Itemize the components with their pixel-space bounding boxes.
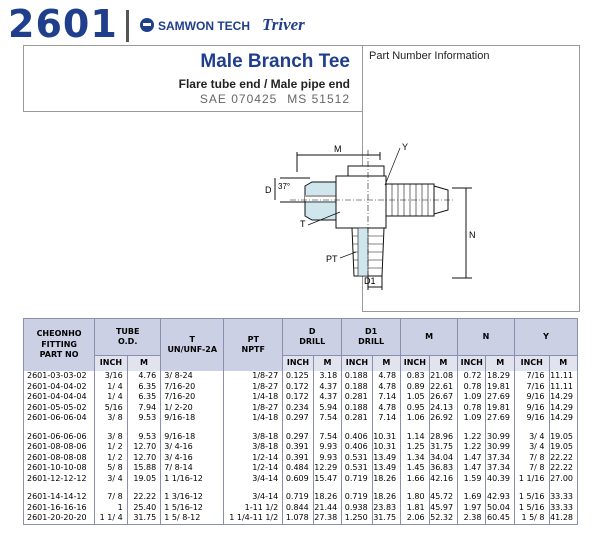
table-cell: 3/ 4-16 (161, 442, 224, 453)
col-y: Y (514, 319, 577, 356)
product-subtitle: Flare tube end / Male pipe end (178, 77, 350, 91)
table-cell: 3/ 4 (95, 474, 128, 485)
table-cell: 1.250 (342, 513, 373, 524)
dim-m-label: M (334, 144, 342, 154)
table-cell: 7/16 (514, 371, 549, 382)
table-cell: 18.26 (372, 492, 400, 503)
subcol-d1-mm: M (372, 356, 400, 372)
table-cell: 0.234 (283, 403, 314, 414)
table-cell: 9.93 (313, 442, 341, 453)
table-cell: 40.39 (486, 474, 514, 485)
dim-n-label: N (469, 230, 476, 240)
table-cell: 9/16 (514, 403, 549, 414)
table-cell: 5.94 (313, 403, 341, 414)
table-cell: 14.29 (549, 392, 578, 403)
table-cell: 26.67 (429, 392, 457, 403)
table-cell: 1/ 2 (95, 453, 128, 464)
dim-t-label: T (300, 219, 306, 229)
table-cell: 0.172 (283, 382, 314, 393)
table-cell: 2.38 (458, 513, 486, 524)
table-cell: 25.40 (127, 503, 161, 514)
table-cell: 33.33 (549, 492, 578, 503)
table-cell: 0.78 (458, 403, 486, 414)
table-cell: 7.54 (313, 413, 341, 424)
table-row (24, 503, 578, 514)
table-cell: 45.72 (429, 492, 457, 503)
table-row (24, 513, 578, 524)
table-cell: 7.94 (127, 403, 161, 414)
table-cell: 2.06 (401, 513, 429, 524)
table-cell: 7.54 (313, 432, 341, 443)
table-cell: 22.22 (549, 463, 578, 474)
dim-d-label: D (265, 185, 272, 195)
table-cell: 0.89 (401, 382, 429, 393)
table-cell: 0.938 (342, 503, 373, 514)
table-cell: 27.38 (313, 513, 341, 524)
table-cell: 31.75 (127, 513, 161, 524)
table-cell: 1.34 (401, 453, 429, 464)
table-cell: 42.93 (486, 492, 514, 503)
table-cell: 2601-03-03-02 (24, 371, 95, 382)
table-cell: 2601-04-04-02 (24, 382, 95, 393)
table-cell: 9/16-18 (161, 432, 224, 443)
table-cell: 19.05 (549, 442, 578, 453)
sae-standard: SAE 070425 (199, 92, 278, 106)
table-cell: 7/ 8-14 (161, 463, 224, 474)
table-row (24, 392, 578, 403)
table-cell: 4.37 (313, 382, 341, 393)
table-cell: 24.13 (429, 403, 457, 414)
table-cell: 2601-08-08-06 (24, 442, 95, 453)
table-cell: 1/8-27 (224, 403, 283, 414)
table-cell: 0.719 (342, 492, 373, 503)
fitting-diagram (240, 135, 480, 295)
table-cell: 3/ 8 (95, 432, 128, 443)
title-block (23, 45, 362, 112)
table-row (24, 442, 578, 453)
table-cell: 1 5/16-12 (161, 503, 224, 514)
table-row (24, 432, 578, 443)
table-cell: 1.81 (401, 503, 429, 514)
spec-table (23, 318, 578, 525)
table-row (24, 492, 578, 503)
table-cell: 1.25 (401, 442, 429, 453)
subcol-n-inch: INCH (458, 356, 486, 372)
subcol-d-mm: M (313, 356, 341, 372)
table-cell: 4.78 (372, 371, 400, 382)
table-cell: 3/ 8 (95, 413, 128, 424)
table-cell: 12.70 (127, 442, 161, 453)
table-cell: 0.281 (342, 392, 373, 403)
header-divider (126, 10, 129, 42)
table-cell: 1 5/ 8 (514, 513, 549, 524)
subcol-m-inch: INCH (401, 356, 429, 372)
table-cell: 7/16-20 (161, 392, 224, 403)
table-cell: 41.28 (549, 513, 578, 524)
table-cell: 1.47 (458, 463, 486, 474)
subcol-d1-inch: INCH (342, 356, 373, 372)
col-m: M (401, 319, 458, 356)
table-cell: 1.09 (458, 392, 486, 403)
table-cell: 9/16-18 (161, 413, 224, 424)
table-cell: 18.29 (486, 371, 514, 382)
col-d: D DRILL (283, 319, 342, 356)
table-cell: 7/ 8 (95, 492, 128, 503)
table-cell: 34.04 (429, 453, 457, 464)
table-cell: 1.05 (401, 392, 429, 403)
table-cell: 0.391 (283, 453, 314, 464)
table-cell: 4.37 (313, 392, 341, 403)
table-cell: 2601-12-12-12 (24, 474, 95, 485)
table-row (24, 453, 578, 464)
table-cell: 10.31 (372, 442, 400, 453)
table-cell: 9.93 (313, 453, 341, 464)
table-cell: 7/ 8 (514, 463, 549, 474)
angle-label: 37° (278, 182, 291, 191)
table-cell: 11.11 (549, 382, 578, 393)
table-cell: 3/ 4 (514, 432, 549, 443)
table-cell: 7.14 (372, 392, 400, 403)
table-cell: 36.83 (429, 463, 457, 474)
table-cell: 2601-08-08-08 (24, 453, 95, 464)
table-cell: 22.22 (127, 492, 161, 503)
table-cell: 2601-10-10-08 (24, 463, 95, 474)
col-d1: D1 DRILL (342, 319, 401, 356)
subcol-n-mm: M (486, 356, 514, 372)
table-cell: 1.59 (458, 474, 486, 485)
table-cell: 5/ 8 (95, 463, 128, 474)
table-cell: 1.80 (401, 492, 429, 503)
table-cell: 60.45 (486, 513, 514, 524)
table-cell: 2601-14-14-12 (24, 492, 95, 503)
table-cell: 1/4-18 (224, 413, 283, 424)
table-cell: 1/2-14 (224, 463, 283, 474)
table-cell: 1/ 2 (95, 442, 128, 453)
table-cell: 12.70 (127, 453, 161, 464)
table-cell: 2601-16-16-16 (24, 503, 95, 514)
table-cell: 11.11 (549, 371, 578, 382)
table-cell: 0.281 (342, 413, 373, 424)
table-cell: 6.35 (127, 382, 161, 393)
table-cell: 1/8-27 (224, 382, 283, 393)
table-cell: 1 (95, 503, 128, 514)
table-cell: 13.49 (372, 463, 400, 474)
table-cell: 3/4-14 (224, 474, 283, 485)
table-row (24, 463, 578, 474)
table-cell: 37.34 (486, 463, 514, 474)
col-t: T UN/UNF-2A (161, 319, 224, 372)
col-n: N (458, 319, 515, 356)
table-cell: 3/ 4-16 (161, 453, 224, 464)
standards (190, 92, 350, 106)
table-cell: 27.69 (486, 392, 514, 403)
table-cell: 0.406 (342, 432, 373, 443)
table-cell: 4.78 (372, 403, 400, 414)
table-cell: 1/ 4 (95, 382, 128, 393)
table-cell: 1/2-14 (224, 453, 283, 464)
table-cell: 1.06 (401, 413, 429, 424)
table-cell: 7.14 (372, 413, 400, 424)
table-cell: 1 1/4-11 1/2 (224, 513, 283, 524)
table-cell: 1/ 2-20 (161, 403, 224, 414)
table-cell: 13.49 (372, 453, 400, 464)
table-cell: 9.53 (127, 413, 161, 424)
col-fitting: CHEONHO FITTING PART NO (24, 319, 95, 372)
table-cell: 0.188 (342, 371, 373, 382)
table-cell: 14.29 (549, 413, 578, 424)
table-cell: 3.18 (313, 371, 341, 382)
table-cell: 0.484 (283, 463, 314, 474)
table-cell: 0.83 (401, 371, 429, 382)
part-info-label: Part Number Information (369, 50, 490, 62)
table-cell: 27.00 (549, 474, 578, 485)
table-cell: 19.05 (549, 432, 578, 443)
table-cell: 1.22 (458, 442, 486, 453)
table-cell: 15.47 (313, 474, 341, 485)
table-cell: 28.96 (429, 432, 457, 443)
col-pt: PT NPTF (224, 319, 283, 372)
table-row (24, 371, 578, 382)
group-spacer (24, 424, 578, 432)
table-cell: 1.97 (458, 503, 486, 514)
table-cell: 1-11 1/2 (224, 503, 283, 514)
table-cell: 12.29 (313, 463, 341, 474)
table-cell: 0.391 (283, 442, 314, 453)
table-cell: 0.78 (458, 382, 486, 393)
subcol-d-inch: INCH (283, 356, 314, 372)
table-cell: 22.22 (549, 453, 578, 464)
table-cell: 2601-06-06-06 (24, 432, 95, 443)
table-row (24, 403, 578, 414)
dim-pt-label: PT (326, 254, 338, 264)
samwon-mark-icon (140, 18, 154, 32)
col-tube: TUBE O.D. (95, 319, 161, 356)
table-cell: 1 3/16-12 (161, 492, 224, 503)
table-cell: 1.66 (401, 474, 429, 485)
table-cell: 1.47 (458, 453, 486, 464)
table-cell: 37.34 (486, 453, 514, 464)
table-cell: 26.92 (429, 413, 457, 424)
ms-standard: MS 51512 (287, 92, 350, 106)
table-cell: 22.61 (429, 382, 457, 393)
table-cell: 0.72 (458, 371, 486, 382)
table-cell: 0.188 (342, 382, 373, 393)
table-cell: 30.99 (486, 442, 514, 453)
table-cell: 0.297 (283, 413, 314, 424)
table-cell: 1.14 (401, 432, 429, 443)
table-cell: 1 1/ 4 (95, 513, 128, 524)
table-cell: 42.16 (429, 474, 457, 485)
table-cell: 2601-20-20-20 (24, 513, 95, 524)
table-cell: 18.26 (372, 474, 400, 485)
table-cell: 9/16 (514, 413, 549, 424)
table-row (24, 382, 578, 393)
table-cell: 15.88 (127, 463, 161, 474)
table-cell: 2601-05-05-02 (24, 403, 95, 414)
table-cell: 1.078 (283, 513, 314, 524)
model-number: 2601 (8, 2, 118, 46)
table-cell: 7/ 8 (514, 453, 549, 464)
table-cell: 9/16 (514, 392, 549, 403)
table-cell: 9.53 (127, 432, 161, 443)
table-cell: 5/16 (95, 403, 128, 414)
table-cell: 45.97 (429, 503, 457, 514)
table-cell: 3/8-18 (224, 432, 283, 443)
table-cell: 0.95 (401, 403, 429, 414)
table-cell: 1.45 (401, 463, 429, 474)
table-cell: 19.81 (486, 403, 514, 414)
table-cell: 0.609 (283, 474, 314, 485)
table-cell: 1 5/16 (514, 492, 549, 503)
table-cell: 4.78 (372, 382, 400, 393)
table-cell: 19.81 (486, 382, 514, 393)
table-cell: 3/4-14 (224, 492, 283, 503)
table-cell: 0.844 (283, 503, 314, 514)
table-cell: 23.83 (372, 503, 400, 514)
table-cell: 0.531 (342, 463, 373, 474)
table-cell: 7/16-20 (161, 382, 224, 393)
subcol-tube-mm: M (127, 356, 161, 372)
table-cell: 0.125 (283, 371, 314, 382)
table-cell: 1 1/16 (514, 474, 549, 485)
table-cell: 18.26 (313, 492, 341, 503)
samwon-brand: SAMWON TECH (158, 19, 250, 33)
group-spacer (24, 484, 578, 492)
table-cell: 1 5/16 (514, 503, 549, 514)
subcol-m-mm: M (429, 356, 457, 372)
table-cell: 3/ 4 (514, 442, 549, 453)
table-cell: 1.22 (458, 432, 486, 443)
table-cell: 0.188 (342, 403, 373, 414)
table-cell: 3/8-18 (224, 442, 283, 453)
table-cell: 7/16 (514, 382, 549, 393)
table-cell: 27.69 (486, 413, 514, 424)
subcol-y-inch: INCH (514, 356, 549, 372)
table-cell: 4.76 (127, 371, 161, 382)
table-cell: 1.69 (458, 492, 486, 503)
table-cell: 0.297 (283, 432, 314, 443)
table-cell: 1 5/ 8-12 (161, 513, 224, 524)
table-cell: 31.75 (372, 513, 400, 524)
product-title: Male Branch Tee (200, 51, 350, 72)
table-cell: 19.05 (127, 474, 161, 485)
table-cell: 30.99 (486, 432, 514, 443)
table-cell: 1.09 (458, 413, 486, 424)
table-cell: 3/16 (95, 371, 128, 382)
table-cell: 1/8-27 (224, 371, 283, 382)
table-cell: 21.44 (313, 503, 341, 514)
table-cell: 0.719 (342, 474, 373, 485)
dim-y-label: Y (402, 142, 409, 152)
samwon-logo (140, 18, 250, 33)
table-cell: 1 1/16-12 (161, 474, 224, 485)
table-cell: 2601-04-04-04 (24, 392, 95, 403)
table-cell: 52.32 (429, 513, 457, 524)
table-cell: 3/ 8-24 (161, 371, 224, 382)
table-cell: 6.35 (127, 392, 161, 403)
table-cell: 0.406 (342, 442, 373, 453)
table-cell: 50.04 (486, 503, 514, 514)
table-cell: 1/4-18 (224, 392, 283, 403)
table-cell: 2601-06-06-04 (24, 413, 95, 424)
table-cell: 10.31 (372, 432, 400, 443)
dim-d1-label: D1 (364, 276, 376, 286)
table-row (24, 413, 578, 424)
table-cell: 1/ 4 (95, 392, 128, 403)
table-cell: 0.531 (342, 453, 373, 464)
table-cell: 0.719 (283, 492, 314, 503)
subcol-tube-inch: INCH (95, 356, 128, 372)
table-cell: 21.08 (429, 371, 457, 382)
table-cell: 14.29 (549, 403, 578, 414)
table-cell: 0.172 (283, 392, 314, 403)
table-row (24, 474, 578, 485)
table-cell: 33.33 (549, 503, 578, 514)
subcol-y-mm: M (549, 356, 578, 372)
table-cell: 31.75 (429, 442, 457, 453)
triver-logo: Triver (262, 15, 305, 34)
